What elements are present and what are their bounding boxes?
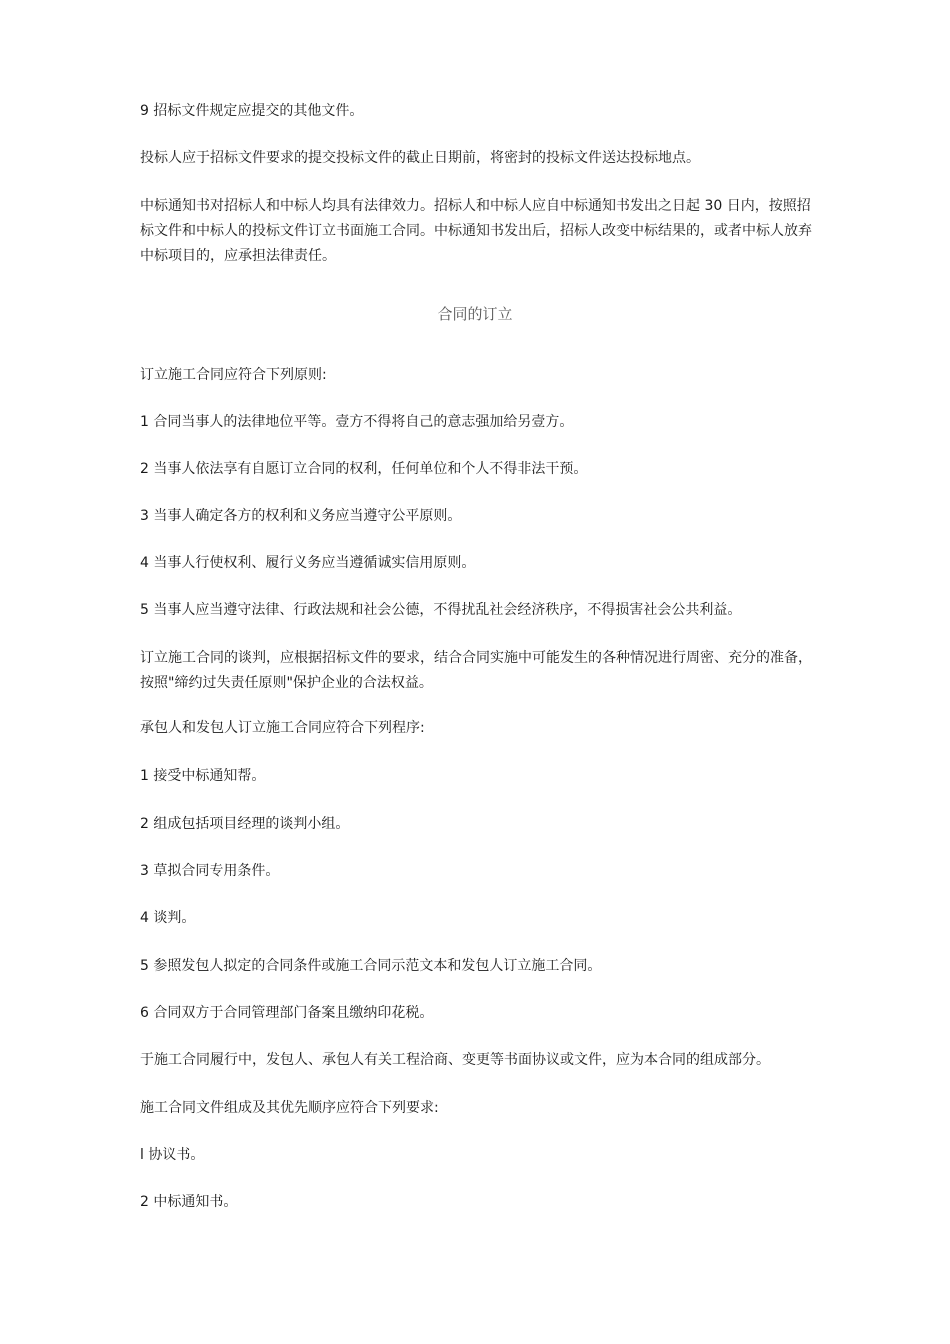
list-item-procedure-5: 5 参照发包人拟定的合同条件或施工合同示范文本和发包人订立施工合同。 — [140, 958, 602, 974]
paragraph-principles-intro: 订立施工合同应符合下列原则: — [140, 367, 327, 383]
list-item-procedure-1: 1 接受中标通知帮。 — [140, 768, 266, 784]
list-item-procedure-3: 3 草拟合同专用条件。 — [140, 863, 280, 879]
list-item-document-2: 2 中标通知书。 — [140, 1194, 238, 1210]
paragraph-other-documents: 9 招标文件规定应提交的其他文件。 — [140, 103, 364, 119]
paragraph-award-notice: 中标通知书对招标人和中标人均具有法律效力。招标人和中标人应自中标通知书发出之日起 30 日内，按照招标文件和中标人的投标文件订立书面施工合同。中标通知书发出后，招标人改变中标结果的，或者中标人放弃中标项目的，应承担法律责任。 — [140, 198, 812, 264]
paragraph-submission-deadline: 投标人应于招标文件要求的提交投标文件的截止日期前，将密封的投标文件送达投标地点。 — [140, 150, 700, 166]
list-item-document-1: l 协议书。 — [140, 1147, 205, 1163]
paragraph-documents-order-intro: 施工合同文件组成及其优先顺序应符合下列要求: — [140, 1100, 439, 1116]
list-item-principle-1: 1 合同当事人的法律地位平等。壹方不得将自己的意志强加给另壹方。 — [140, 414, 574, 430]
list-item-principle-5: 5 当事人应当遵守法律、行政法规和社会公德，不得扰乱社会经济秩序，不得损害社会公共利益。 — [140, 602, 742, 618]
list-item-procedure-6: 6 合同双方于合同管理部门备案且缴纳印花税。 — [140, 1005, 434, 1021]
list-item-principle-4: 4 当事人行使权利、履行义务应当遵循诚实信用原则。 — [140, 555, 476, 571]
list-item-procedure-4: 4 谈判。 — [140, 910, 196, 926]
paragraph-negotiation: 订立施工合同的谈判，应根据招标文件的要求，结合合同实施中可能发生的各种情况进行周密、充分的准备，按照"缔约过失责任原则"保护企业的合法权益。 — [140, 650, 812, 691]
section-heading: 合同的订立 — [437, 305, 513, 323]
paragraph-contract-performance: 于施工合同履行中，发包人、承包人有关工程洽商、变更等书面协议或文件，应为本合同的组成部分。 — [140, 1052, 770, 1068]
list-item-procedure-2: 2 组成包括项目经理的谈判小组。 — [140, 816, 350, 832]
list-item-principle-3: 3 当事人确定各方的权利和义务应当遵守公平原则。 — [140, 508, 462, 524]
paragraph-procedure-intro: 承包人和发包人订立施工合同应符合下列程序: — [140, 720, 425, 736]
list-item-principle-2: 2 当事人依法享有自愿订立合同的权利，任何单位和个人不得非法干预。 — [140, 461, 588, 477]
